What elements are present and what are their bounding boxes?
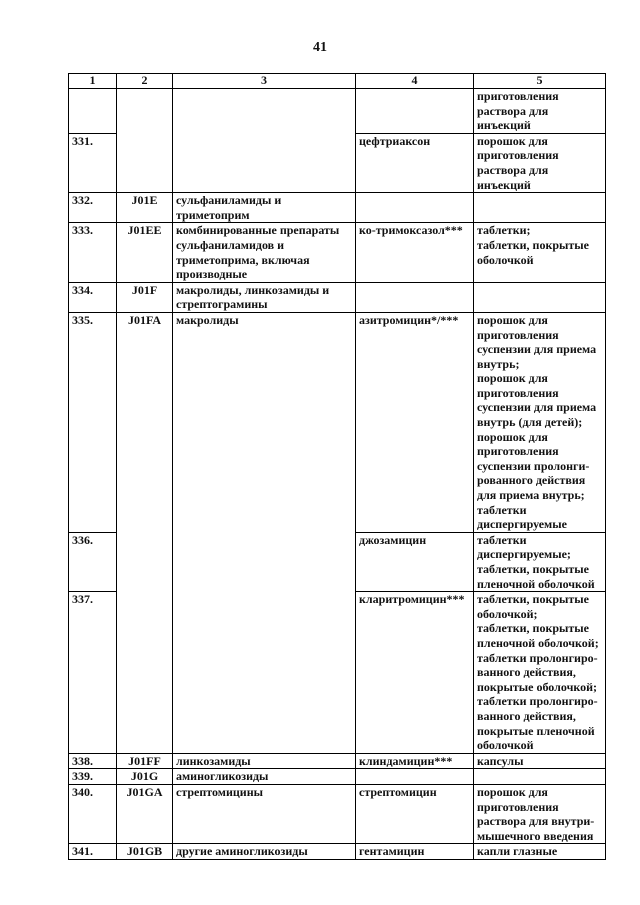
column-header: 1	[69, 74, 117, 89]
drug-name	[356, 193, 474, 223]
group-name	[173, 133, 356, 192]
dosage-forms	[474, 193, 606, 223]
dosage-forms: порошок для приготовления раствора для внутри- мышечного введения	[474, 784, 606, 843]
group-name: макролиды	[173, 312, 356, 532]
dosage-forms: таблетки, покрытые оболочкой; таблетки, покрытые пленочной оболочкой; таблетки пролонгиро- ванного действия, покрытые оболочкой; таблетки пролонгиро- ванного действия, покрытые пленочной оболочкой	[474, 592, 606, 754]
column-header: 4	[356, 74, 474, 89]
group-name: макролиды, линкозамиды и стрептограмины	[173, 282, 356, 312]
drug-name	[356, 769, 474, 785]
group-name: линкозамиды	[173, 753, 356, 769]
atc-code: J01E	[117, 193, 173, 223]
group-name	[173, 532, 356, 591]
atc-code: J01G	[117, 769, 173, 785]
group-name: сульфаниламиды и триметоприм	[173, 193, 356, 223]
group-name	[173, 592, 356, 754]
atc-code	[117, 133, 173, 192]
drug-table	[68, 73, 606, 860]
drug-name: гентамицин	[356, 844, 474, 860]
dosage-forms: приготовления раствора для инъекций	[474, 89, 606, 134]
drug-name	[356, 282, 474, 312]
drug-name: цефтриаксон	[356, 133, 474, 192]
group-name	[173, 89, 356, 134]
row-number: 340.	[69, 784, 117, 843]
group-name: комбинированные препараты сульфаниламидов и триметоприма, включая производные	[173, 223, 356, 282]
row-number: 331.	[69, 133, 117, 192]
table-row	[69, 592, 606, 754]
row-number: 336.	[69, 532, 117, 591]
page-number: 41	[313, 40, 327, 55]
group-name: аминогликозиды	[173, 769, 356, 785]
dosage-forms	[474, 282, 606, 312]
atc-code	[117, 89, 173, 134]
dosage-forms: капсулы	[474, 753, 606, 769]
atc-code: J01GB	[117, 844, 173, 860]
table-row	[69, 223, 606, 282]
dosage-forms: таблетки; таблетки, покрытые оболочкой	[474, 223, 606, 282]
drug-name	[356, 89, 474, 134]
table-row	[69, 753, 606, 769]
row-number: 333.	[69, 223, 117, 282]
drug-name: клиндамицин***	[356, 753, 474, 769]
atc-code: J01FA	[117, 312, 173, 532]
group-name: другие аминогликозиды	[173, 844, 356, 860]
drug-name: азитромицин*/***	[356, 312, 474, 532]
table-row	[69, 193, 606, 223]
row-number: 335.	[69, 312, 117, 532]
row-number: 332.	[69, 193, 117, 223]
dosage-forms: капли глазные	[474, 844, 606, 860]
atc-code: J01GA	[117, 784, 173, 843]
atc-code: J01FF	[117, 753, 173, 769]
table-row	[69, 784, 606, 843]
column-header: 2	[117, 74, 173, 89]
group-name: стрептомицины	[173, 784, 356, 843]
atc-code: J01F	[117, 282, 173, 312]
row-number: 341.	[69, 844, 117, 860]
atc-code	[117, 532, 173, 591]
drug-name: джозамицин	[356, 532, 474, 591]
table-row	[69, 532, 606, 591]
table-row	[69, 844, 606, 860]
dosage-forms: порошок для приготовления раствора для инъекций	[474, 133, 606, 192]
table-row	[69, 312, 606, 532]
table-row	[69, 282, 606, 312]
table-row	[69, 133, 606, 192]
row-number: 338.	[69, 753, 117, 769]
atc-code	[117, 592, 173, 754]
column-header: 3	[173, 74, 356, 89]
column-header: 5	[474, 74, 606, 89]
table-row	[69, 769, 606, 785]
row-number: 337.	[69, 592, 117, 754]
dosage-forms	[474, 769, 606, 785]
row-number	[69, 89, 117, 134]
dosage-forms: таблетки диспергируемые; таблетки, покрытые пленочной оболочкой	[474, 532, 606, 591]
atc-code: J01EE	[117, 223, 173, 282]
drug-name: кларитромицин***	[356, 592, 474, 754]
drug-name: стрептомицин	[356, 784, 474, 843]
row-number: 334.	[69, 282, 117, 312]
dosage-forms: порошок для приготовления суспензии для приема внутрь; порошок для приготовления суспензии для приема внутрь (для детей); порошок для приготовления суспензии пролонги- рованного действия для приема внутрь; таблетки диспергируемые	[474, 312, 606, 532]
row-number: 339.	[69, 769, 117, 785]
table-row	[69, 89, 606, 134]
table-header-row	[69, 74, 606, 89]
drug-name: ко-тримоксазол***	[356, 223, 474, 282]
